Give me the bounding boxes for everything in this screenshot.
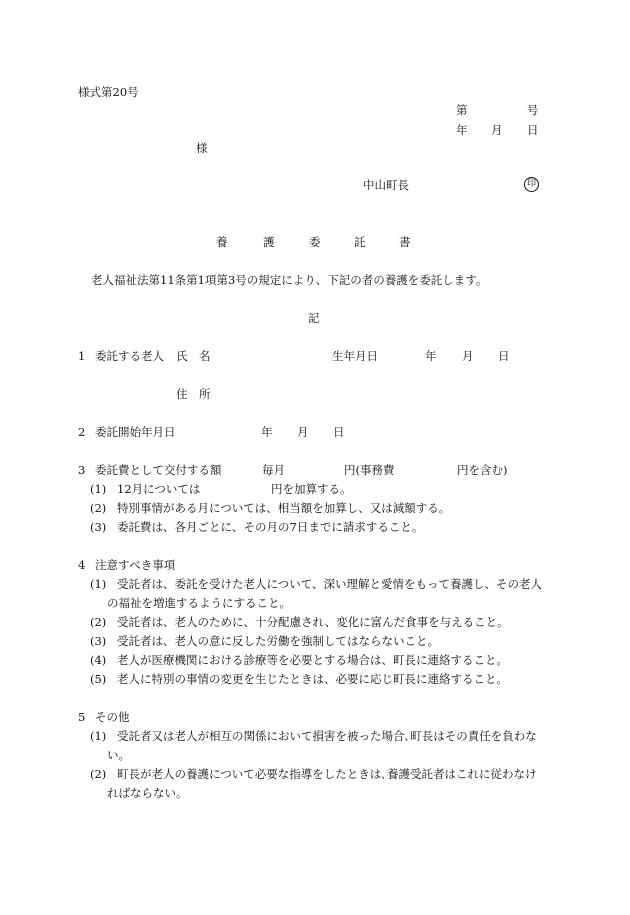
birth-day: 日 xyxy=(498,349,510,363)
section-number: 2 xyxy=(78,425,86,439)
birth-label: 生年月日 xyxy=(332,349,378,363)
address-label: 住 所 xyxy=(176,387,211,401)
list-item-number: (1) xyxy=(90,577,107,591)
title-char: 護 xyxy=(263,235,275,249)
list-item-text: 受託者は、老人の意に反した労働を強制してはならないこと。 xyxy=(117,634,439,648)
intro-text: 老人福祉法第11条第1項第3号の規定により、下記の者の養護を委託します。 xyxy=(91,273,488,287)
list-item-text: 老人が医療機関における診療等を必要とする場合は、町長に連絡すること。 xyxy=(117,653,508,667)
list-item-text: 受託者又は老人が相互の関係において損害を被った場合､町長はその責任を負わな xyxy=(117,729,537,743)
monthly-label: 毎月 xyxy=(262,463,285,477)
list-item-number: (1) xyxy=(90,729,107,743)
title-char: 委 xyxy=(309,235,321,249)
list-item-text: 特別事情がある月については、相当額を加算し、又は減額する。 xyxy=(117,501,451,515)
list-item-number: (4) xyxy=(90,653,107,667)
date-year: 年 xyxy=(456,123,468,137)
title-char: 託 xyxy=(354,235,366,249)
section-label: 委託する老人 xyxy=(95,349,164,363)
start-day: 日 xyxy=(333,425,345,439)
section-number: 3 xyxy=(78,463,86,477)
list-item-text: 老人に特別の事情の変更を生じたときは、必要に応じ町長に連絡すること。 xyxy=(117,672,508,686)
form-number: 様式第20号 xyxy=(78,85,139,99)
section-label: 委託開始年月日 xyxy=(95,425,176,439)
list-item-text: 町長が老人の養護について必要な指導をしたときは､養護受託者はこれに従わなけ xyxy=(117,767,537,781)
start-year: 年 xyxy=(261,425,273,439)
list-item-text: ればならない。 xyxy=(107,786,188,800)
list-item-number: (2) xyxy=(90,767,107,781)
section-number: 5 xyxy=(78,710,86,724)
list-item-number: (2) xyxy=(90,615,107,629)
issuer: 中山町長 xyxy=(363,178,409,192)
title-char: 書 xyxy=(399,235,411,249)
list-item-text: の福祉を増進するようにすること。 xyxy=(107,596,291,610)
list-item-text: 円を加算する。 xyxy=(271,482,352,496)
list-item-text: 委託費は、各月ごとに、その月の7日までに請求すること。 xyxy=(117,520,424,534)
section-label: その他 xyxy=(95,710,130,724)
list-item-text: 12月については xyxy=(117,482,201,496)
list-item-text: い。 xyxy=(107,748,130,762)
addressee-suffix: 様 xyxy=(196,141,208,155)
section-label: 注意すべき事項 xyxy=(95,558,176,572)
list-item-number: (3) xyxy=(90,520,107,534)
list-item-number: (5) xyxy=(90,672,107,686)
section-number: 1 xyxy=(78,349,86,363)
start-month: 月 xyxy=(297,425,309,439)
list-item-text: 受託者は、委託を受けた老人について、深い理解と愛情をもって養護し、その老人 xyxy=(117,577,543,591)
title-char: 養 xyxy=(216,235,228,249)
seal-mark: 印 xyxy=(524,177,539,192)
birth-year: 年 xyxy=(425,349,437,363)
doc-number-suffix: 号 xyxy=(527,103,539,117)
doc-number-prefix: 第 xyxy=(456,103,468,117)
yen-admin-open: 円(事務費 xyxy=(344,463,395,477)
ki-heading: 記 xyxy=(308,311,320,325)
list-item-number: (2) xyxy=(90,501,107,515)
list-item-text: 受託者は、老人のために、十分配慮され、変化に富んだ食事を与えること。 xyxy=(117,615,509,629)
birth-month: 月 xyxy=(462,349,474,363)
date-month: 月 xyxy=(491,123,503,137)
list-item-number: (3) xyxy=(90,634,107,648)
list-item-number: (1) xyxy=(90,482,107,496)
name-label: 氏 名 xyxy=(176,349,211,363)
date-day: 日 xyxy=(527,123,539,137)
yen-admin-close: 円を含む) xyxy=(457,463,508,477)
section-number: 4 xyxy=(78,558,86,572)
section-label: 委託費として交付する額 xyxy=(95,463,222,477)
